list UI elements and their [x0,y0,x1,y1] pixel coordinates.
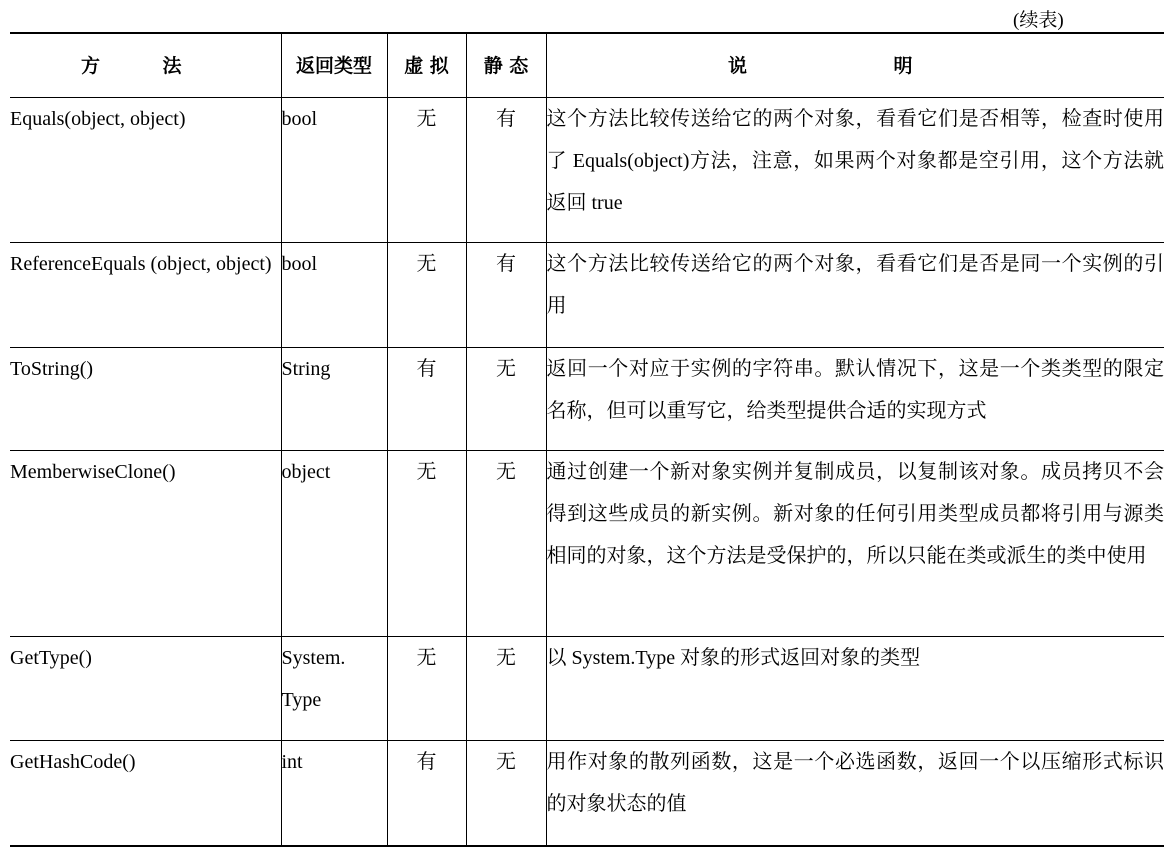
cell-method: ReferenceEquals (object, object) [10,243,281,348]
methods-table [10,32,1164,847]
header-static: 静 态 [466,33,546,98]
cell-method: GetType() [10,637,281,741]
table-row [10,637,1164,741]
cell-description: 以 System.Type 对象的形式返回对象的类型 [546,637,1164,741]
cell-description: 这个方法比较传送给它的两个对象，看看它们是否相等，检查时使用了 Equals(object)方法，注意，如果两个对象都是空引用，这个方法就返回 true [546,98,1164,243]
header-virtual: 虚 拟 [387,33,466,98]
cell-return-type: System. Type [281,637,387,741]
cell-return-type: String [281,348,387,451]
header-return-type: 返回类型 [281,33,387,98]
table-row [10,451,1164,637]
cell-static: 有 [466,98,546,243]
header-description: 说 明 [546,33,1164,98]
cell-virtual: 无 [387,451,466,637]
table-header-row [10,33,1164,98]
cell-method: GetHashCode() [10,741,281,846]
cell-static: 无 [466,637,546,741]
cell-description: 用作对象的散列函数，这是一个必选函数，返回一个以压缩形式标识的对象状态的值 [546,741,1164,846]
table-row [10,98,1164,243]
cell-method: Equals(object, object) [10,98,281,243]
cell-method: ToString() [10,348,281,451]
cell-static: 无 [466,348,546,451]
cell-virtual: 有 [387,348,466,451]
table-row [10,348,1164,451]
table-row [10,741,1164,846]
continued-label: (续表) [1013,10,1064,31]
cell-static: 有 [466,243,546,348]
cell-method: MemberwiseClone() [10,451,281,637]
cell-return-type: bool [281,243,387,348]
cell-description: 返回一个对应于实例的字符串。默认情况下，这是一个类类型的限定名称，但可以重写它，给类型提供合适的实现方式 [546,348,1164,451]
cell-virtual: 无 [387,243,466,348]
cell-return-type: bool [281,98,387,243]
cell-virtual: 无 [387,98,466,243]
cell-static: 无 [466,741,546,846]
cell-virtual: 有 [387,741,466,846]
cell-description: 这个方法比较传送给它的两个对象，看看它们是否是同一个实例的引用 [546,243,1164,348]
table-row [10,243,1164,348]
cell-virtual: 无 [387,637,466,741]
cell-return-type: int [281,741,387,846]
cell-return-type: object [281,451,387,637]
header-method: 方 法 [10,33,281,98]
cell-description: 通过创建一个新对象实例并复制成员，以复制该对象。成员拷贝不会得到这些成员的新实例。新对象的任何引用类型成员都将引用与源类相同的对象，这个方法是受保护的，所以只能在类或派生的类中使用 [546,451,1164,637]
cell-static: 无 [466,451,546,637]
